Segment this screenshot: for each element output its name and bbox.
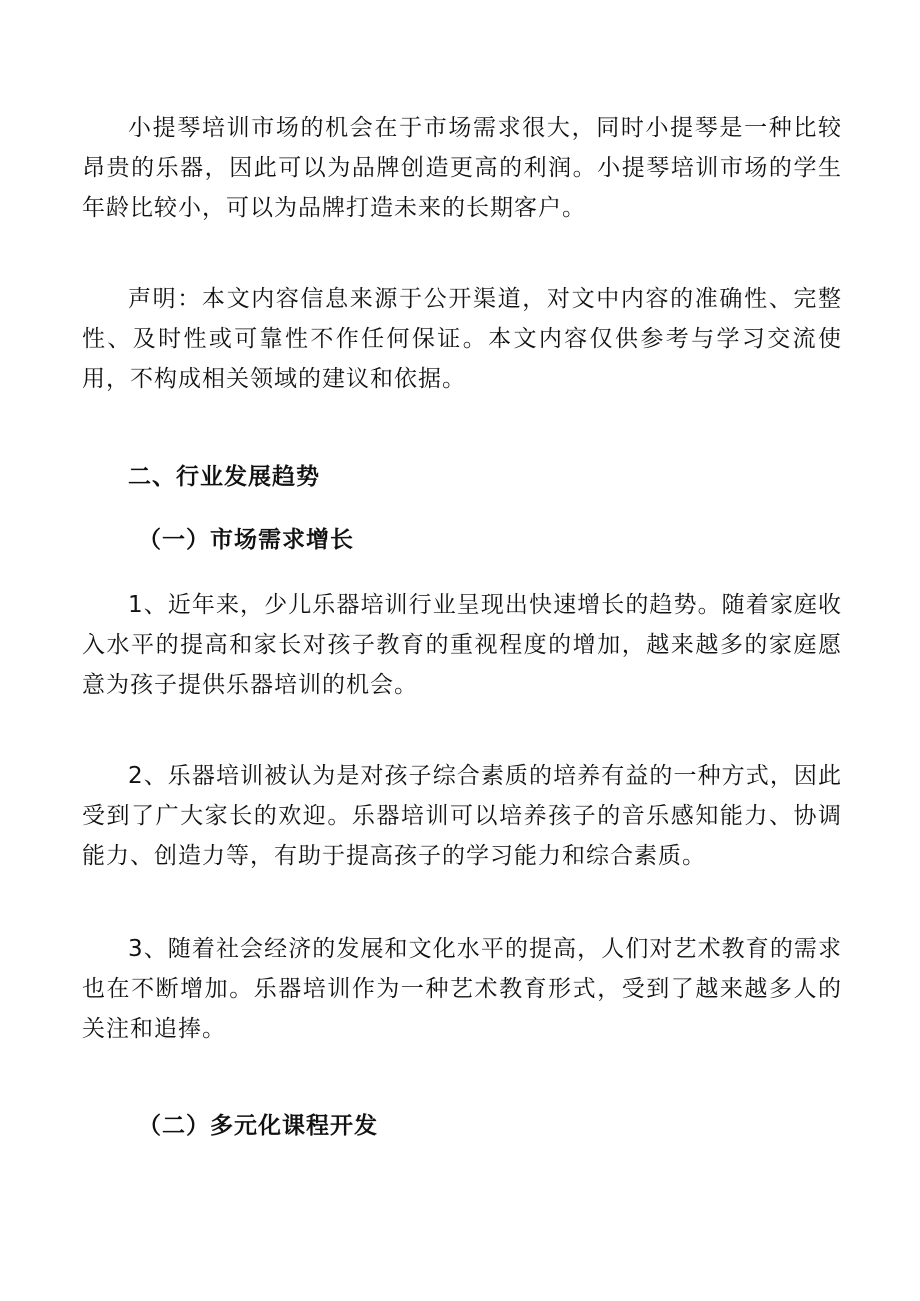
subheading-market-demand: （一）市场需求增长 <box>138 527 354 553</box>
paragraph-intro: 小提琴培训市场的机会在于市场需求很大，同时小提琴是一种比较昂贵的乐器，因此可以为品牌创造更高的利润。小提琴培训市场的学生年龄比较小，可以为品牌打造未来的长期客户。 <box>82 115 842 221</box>
paragraph-point-2: 2、乐器培训被认为是对孩子综合素质的培养有益的一种方式，因此受到了广大家长的欢迎。乐器培训可以培养孩子的音乐感知能力、协调能力、创造力等，有助于提高孩子的学习能力和综合素质。 <box>82 763 842 869</box>
section-heading-industry-trends: 二、行业发展趋势 <box>128 464 320 490</box>
paragraph-point-1: 1、近年来，少儿乐器培训行业呈现出快速增长的趋势。随着家庭收入水平的提高和家长对孩子教育的重视程度的增加，越来越多的家庭愿意为孩子提供乐器培训的机会。 <box>82 592 842 698</box>
paragraph-point-3: 3、随着社会经济的发展和文化水平的提高，人们对艺术教育的需求也在不断增加。乐器培训作为一种艺术教育形式，受到了越来越多人的关注和追捧。 <box>82 936 842 1042</box>
paragraph-disclaimer: 声明：本文内容信息来源于公开渠道，对文中内容的准确性、完整性、及时性或可靠性不作任何保证。本文内容仅供参考与学习交流使用，不构成相关领域的建议和依据。 <box>82 286 842 392</box>
subheading-diversified-courses: （二）多元化课程开发 <box>138 1113 378 1139</box>
